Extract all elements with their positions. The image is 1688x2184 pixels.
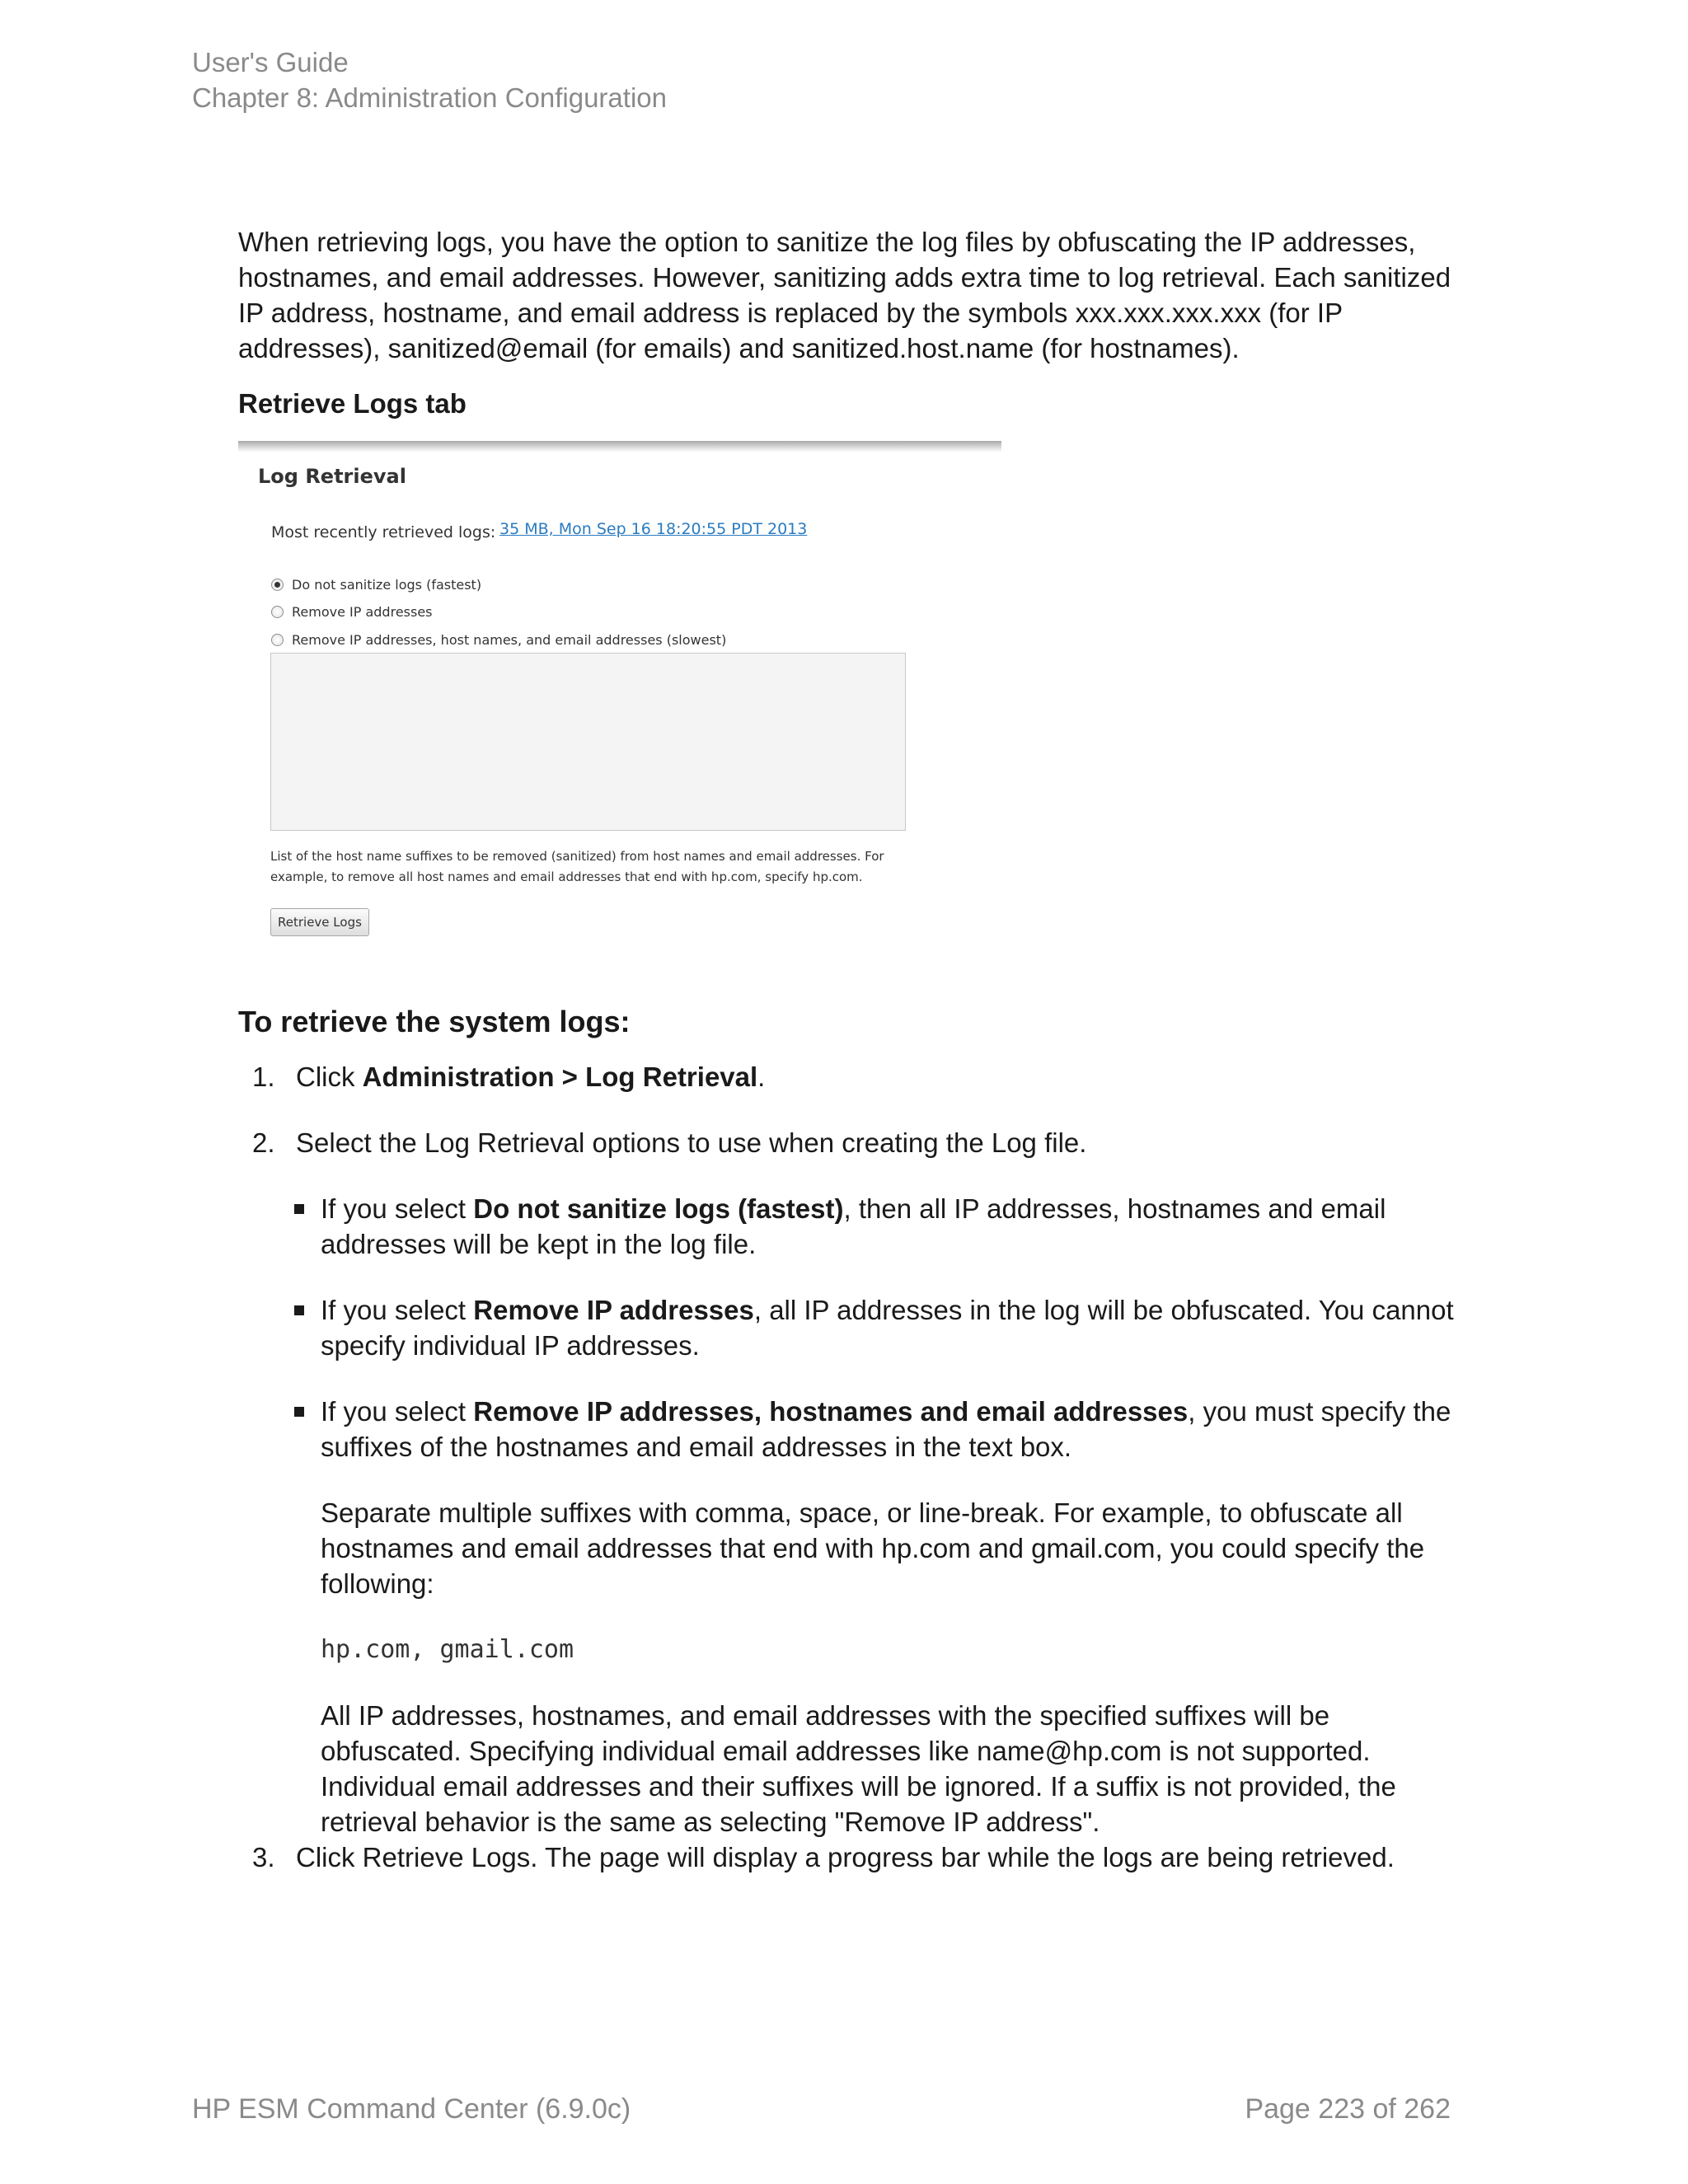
chapter-title: Chapter 8: Administration Configuration [192,82,667,113]
bullet-square-icon [294,1305,304,1315]
footer-product: HP ESM Command Center (6.9.0c) [192,2093,631,2125]
code-example: hp.com, gmail.com [321,1635,574,1664]
bullet-text-post: , you must specify the suffixes of the hostnames and email addresses in the text box. [321,1396,1451,1462]
recent-logs-label: Most recently retrieved logs: [271,523,496,541]
bullet-text [321,1292,1458,1363]
bullet-text [321,1394,1458,1465]
procedure-steps [238,1059,1458,1875]
option-label: Remove IP addresses, host names, and email addresses (slowest) [292,632,727,648]
figure-caption: Retrieve Logs tab [238,388,467,419]
guide-title: User's Guide [192,47,349,77]
procedure-heading: To retrieve the system logs: [238,1005,631,1038]
bullet-item [296,1191,1458,1262]
running-header [192,45,667,115]
step-text-post: . [757,1062,766,1092]
bullet-text-bold: Remove IP addresses, hostnames and email addresses [473,1396,1189,1427]
suffix-help-text: List of the host name suffixes to be removed (sanitized) from host names and email addresses. For example, to remove all host names and email addresses that end with hp.com, specify hp.com. [270,849,884,884]
bullet-text-post: , all IP addresses in the log will be obfuscated. You cannot specify individual IP addresses. [321,1295,1454,1361]
page-content [238,224,1458,1905]
recent-logs-link[interactable]: 35 MB, Mon Sep 16 18:20:55 PDT 2013 [499,520,808,538]
radio-do-not-sanitize[interactable] [271,579,284,591]
suffix-textarea[interactable] [270,653,906,831]
step-number: 2. [252,1127,275,1158]
log-retrieval-screenshot [238,441,1001,952]
step-1 [238,1059,1458,1094]
log-retrieval-title: Log Retrieval [258,465,406,488]
bullet-text-bold: Do not sanitize logs (fastest) [473,1193,844,1224]
bullet-square-icon [294,1204,304,1214]
bullet-item [296,1394,1458,1840]
option-bullets [296,1191,1458,1840]
step-2 [238,1125,1458,1840]
radio-remove-ip[interactable] [271,606,284,618]
radio-remove-all[interactable] [271,634,284,646]
bullet-text [321,1191,1458,1262]
bullet-item [296,1292,1458,1363]
screenshot-top-bar [238,441,1001,452]
step-number: 1. [252,1062,275,1092]
step-number: 3. [252,1842,275,1872]
bullet-text-pre: If you select [321,1295,474,1325]
option-label: Do not sanitize logs (fastest) [292,577,482,593]
bullet-text-bold: Remove IP addresses [473,1295,754,1325]
retrieve-logs-button[interactable]: Retrieve Logs [270,908,369,936]
suffix-behavior-note: All IP addresses, hostnames, and email addresses with the specified suffixes will be obfuscated. Specifying individual email addresses like name@hp.com is not supported. Individual email addresses and their suffixes will be ignored. If a suffix is not provided, the retrieval behavior is the same as selecting "Remove IP address". [321,1700,1396,1837]
bullet-text-post: , then all IP addresses, hostnames and email addresses will be kept in the log file. [321,1193,1386,1259]
bullet-text-pre: If you select [321,1193,474,1224]
step-text: Click Retrieve Logs. The page will display a progress bar while the logs are being retrieved. [296,1842,1395,1872]
option-label: Remove IP addresses [292,604,433,620]
step-3 [238,1840,1458,1875]
step-text [296,1059,1458,1094]
intro-paragraph: When retrieving logs, you have the option to sanitize the log files by obfuscating the IP addresses, hostnames, and email addresses. However, sanitizing adds extra time to log retrieval. Each sanitized IP address, hostname, and email address is replaced by the symbols xxx.xxx.xxx.xxx (for IP addresses), sanitized@email (for emails) and sanitized.host.name (for hostnames). [238,227,1451,363]
step-text: Select the Log Retrieval options to use when creating the Log file. [296,1127,1087,1158]
bullet-text-pre: If you select [321,1396,474,1427]
bullet-square-icon [294,1407,304,1417]
step-text-pre: Click [296,1062,363,1092]
footer-page-number: Page 223 of 262 [1245,2093,1451,2125]
step-text-bold: Administration > Log Retrieval [362,1062,758,1092]
suffix-separator-note: Separate multiple suffixes with comma, space, or line-break. For example, to obfuscate all hostnames and email addresses that end with hp.com and gmail.com, you could specify the following: [321,1497,1425,1599]
